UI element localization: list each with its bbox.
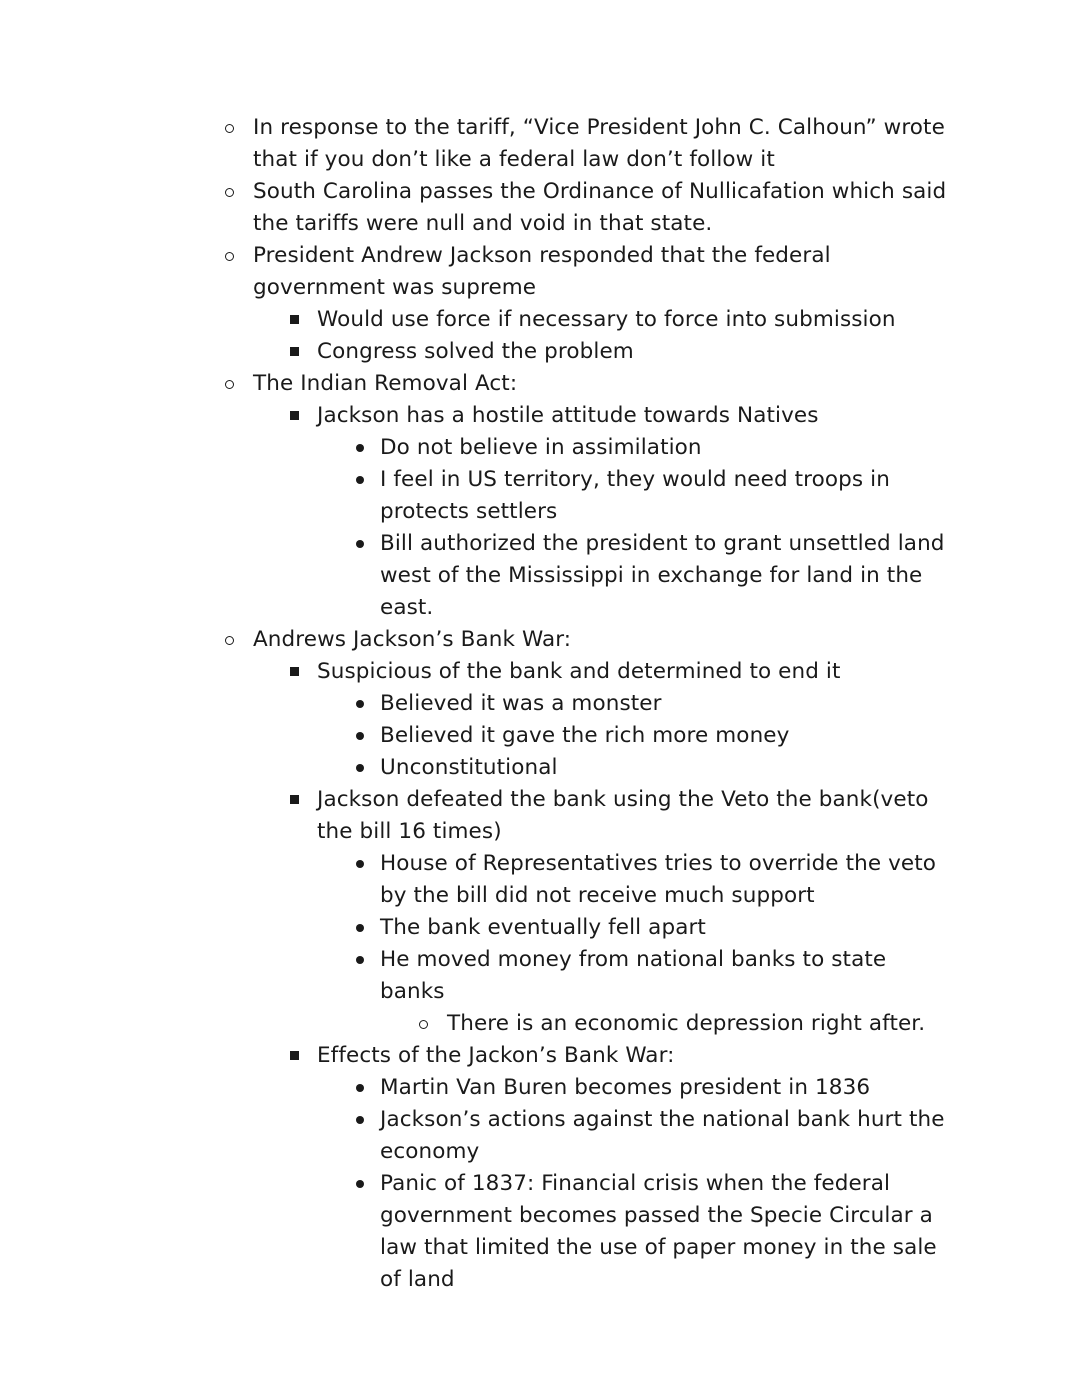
disc-bullet (356, 848, 364, 868)
outline-item-text: He moved money from national banks to state banks (380, 947, 887, 1004)
outline-item-text: There is an economic depression right after. (447, 1011, 926, 1036)
outline-item-text: Believed it gave the rich more money (380, 723, 790, 748)
outline-item-text: I feel in US territory, they would need troops in protects settlers (380, 467, 890, 524)
hollow-circle-bullet (225, 624, 234, 645)
hollow-circle-bullet (225, 176, 234, 197)
outline-item-text: South Carolina passes the Ordinance of Nullicafation which said the tariffs were null and void in that state. (253, 179, 947, 236)
outline-item (0, 336, 1080, 368)
hollow-circle-bullet (225, 112, 234, 133)
outline-item (0, 848, 1080, 912)
disc-bullet (356, 752, 364, 772)
disc-bullet (356, 1168, 364, 1188)
outline-item (0, 432, 1080, 464)
outline-item-text: Panic of 1837: Financial crisis when the federal government becomes passed the Specie Circular a law that limited the use of paper money in the sale of land (380, 1171, 937, 1292)
outline-item (0, 1040, 1080, 1072)
outline-item-text: Martin Van Buren becomes president in 1836 (380, 1075, 871, 1100)
outline-item (0, 304, 1080, 336)
outline-item-text: Congress solved the problem (317, 339, 634, 364)
outline-item-text: Bill authorized the president to grant unsettled land west of the Mississippi in exchange for land in the east. (380, 531, 945, 620)
outline-item (0, 944, 1080, 1008)
outline-item-text: Unconstitutional (380, 755, 558, 780)
outline-item-text: President Andrew Jackson responded that the federal government was supreme (253, 243, 831, 300)
square-bullet (290, 400, 299, 420)
outline-item-text: Effects of the Jackon’s Bank War: (317, 1043, 675, 1068)
outline-item-text: Would use force if necessary to force into submission (317, 307, 896, 332)
outline-item-text: Believed it was a monster (380, 691, 662, 716)
disc-bullet (356, 1072, 364, 1092)
outline-item (0, 1104, 1080, 1168)
outline-item (0, 656, 1080, 688)
outline-item (0, 784, 1080, 848)
disc-bullet (356, 528, 364, 548)
outline-item-text: Suspicious of the bank and determined to end it (317, 659, 841, 684)
hollow-circle-bullet (225, 240, 234, 261)
outline-item-text: Do not believe in assimilation (380, 435, 702, 460)
outline-item (0, 720, 1080, 752)
outline-item (0, 112, 1080, 176)
disc-bullet (356, 720, 364, 740)
outline-item (0, 1008, 1080, 1040)
outline-item (0, 240, 1080, 304)
outline-item-text: The bank eventually fell apart (380, 915, 706, 940)
square-bullet (290, 336, 299, 356)
outline-item-text: In response to the tariff, “Vice President John C. Calhoun” wrote that if you don’t like a federal law don’t follow it (253, 115, 945, 172)
square-bullet (290, 656, 299, 676)
hollow-circle-bullet (225, 368, 234, 389)
disc-bullet (356, 432, 364, 452)
outline-item (0, 912, 1080, 944)
outline-item (0, 528, 1080, 624)
outline-item-text: House of Representatives tries to override the veto by the bill did not receive much support (380, 851, 937, 908)
outline-item-text: Andrews Jackson’s Bank War: (253, 627, 572, 652)
square-bullet (290, 784, 299, 804)
disc-bullet (356, 1104, 364, 1124)
outline-item (0, 1168, 1080, 1296)
disc-bullet (356, 688, 364, 708)
outline-item-text: The Indian Removal Act: (253, 371, 518, 396)
hollow-circle-bullet (419, 1008, 428, 1029)
disc-bullet (356, 912, 364, 932)
disc-bullet (356, 464, 364, 484)
square-bullet (290, 1040, 299, 1060)
outline-item (0, 1072, 1080, 1104)
outline-item-text: Jackson’s actions against the national bank hurt the economy (380, 1107, 945, 1164)
outline-item (0, 176, 1080, 240)
disc-bullet (356, 944, 364, 964)
outline-item (0, 688, 1080, 720)
square-bullet (290, 304, 299, 324)
outline-item (0, 752, 1080, 784)
outline-item (0, 624, 1080, 656)
outline-item-text: Jackson defeated the bank using the Veto the bank(veto the bill 16 times) (317, 787, 929, 844)
outline-item (0, 464, 1080, 528)
outline-list (0, 112, 1080, 1296)
outline-item (0, 400, 1080, 432)
outline-item-text: Jackson has a hostile attitude towards Natives (317, 403, 819, 428)
outline-item (0, 368, 1080, 400)
